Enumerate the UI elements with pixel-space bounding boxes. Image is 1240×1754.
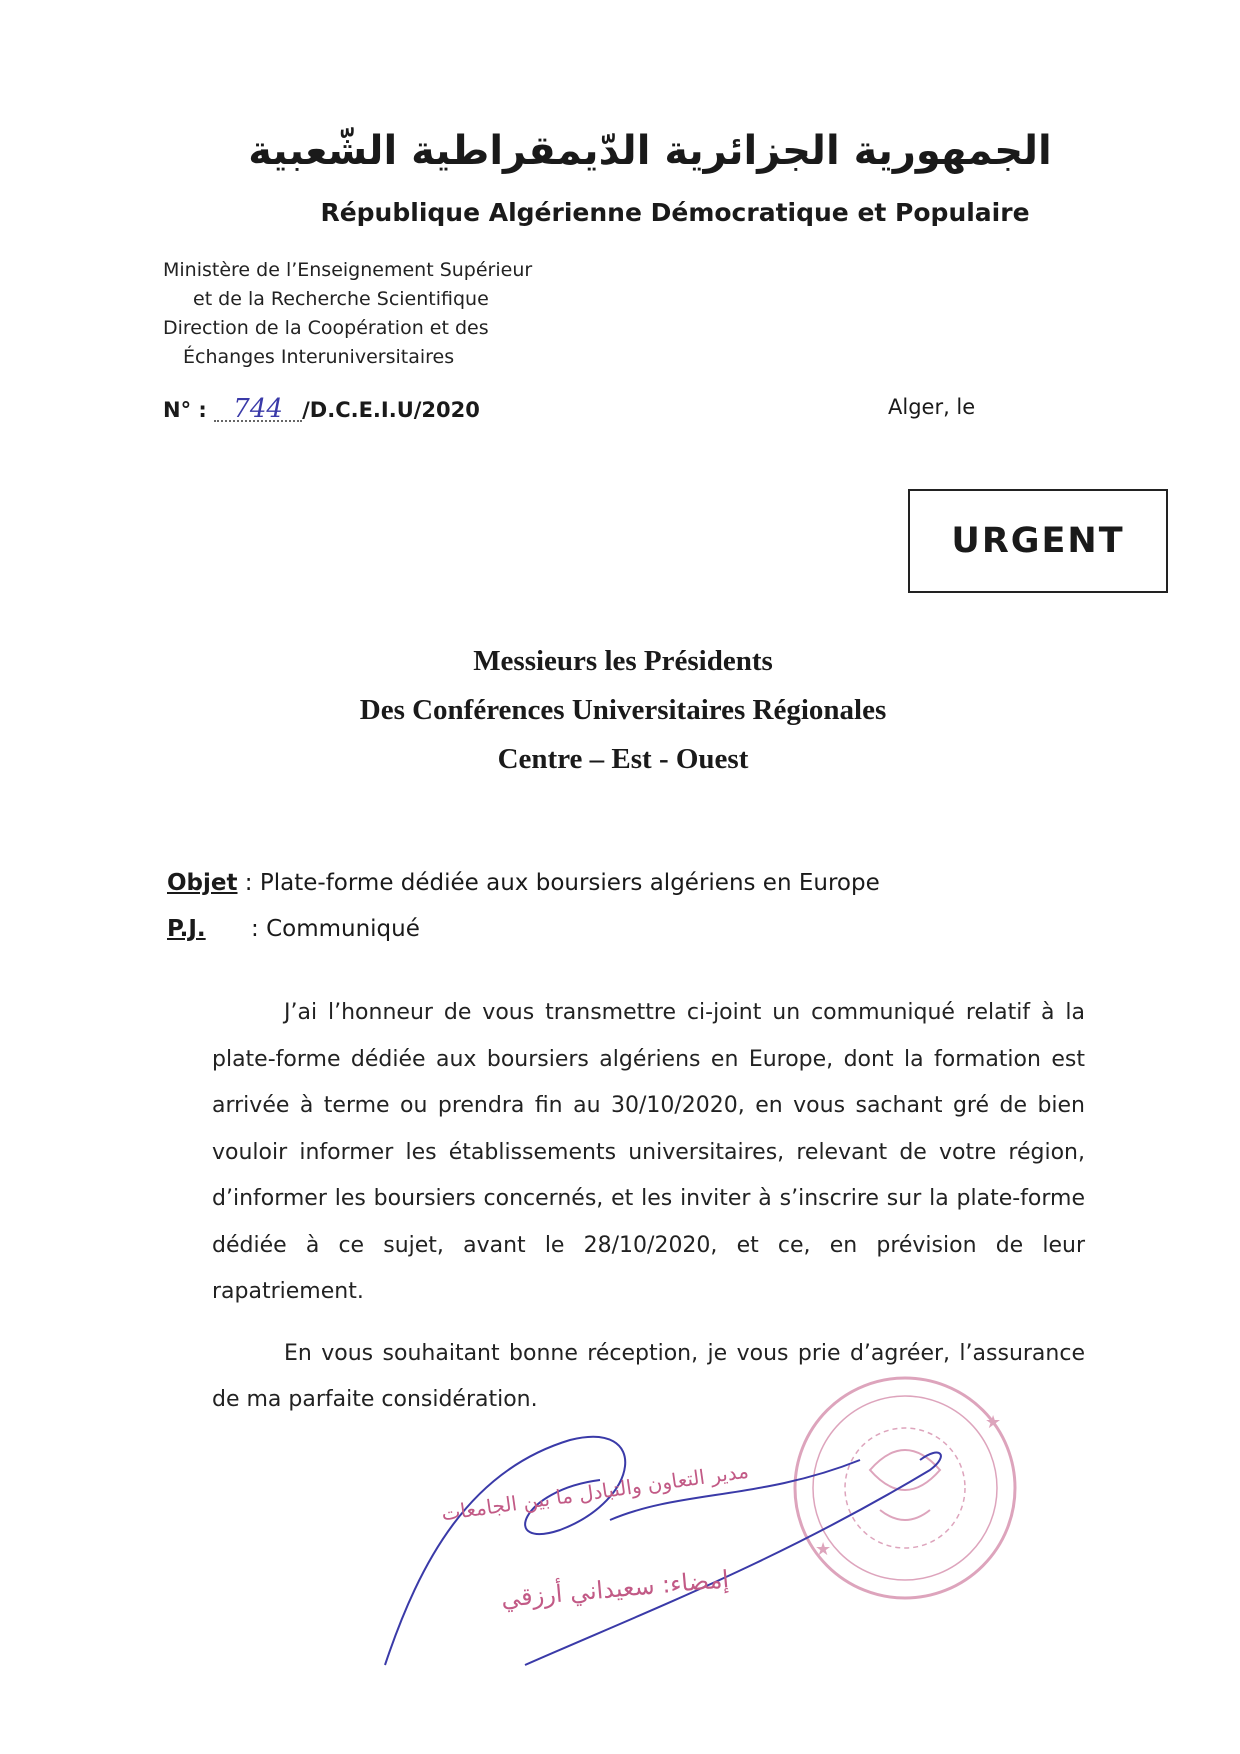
date-label: Alger, le [888, 395, 976, 419]
signatory-title: مدير التعاون والتبادل ما بين الجامعات [439, 1458, 751, 1526]
subject-block [167, 860, 880, 952]
ministry-line: Échanges Interuniversitaires [183, 346, 455, 368]
object-value: Plate-forme dédiée aux boursiers algériens en Europe [259, 870, 880, 896]
addressee-block [3, 637, 1240, 784]
ministry-line: et de la Recherche Scientifique [193, 288, 489, 310]
body-paragraph: J’ai l’honneur de vous transmettre ci-joint un communiqué relatif à la plate-forme dédiée aux boursiers algériens en Europe, dont la formation est arrivée à terme ou prendra fin au 30/10/2020, en vous sachant gré de bien vouloir informer les établissements universitaires, relevant de votre région, d’informer les boursiers concernés, et les inviter à s’inscrire sur la plate-forme dédiée à ce sujet, avant le 28/10/2020, et ce, en prévision de leur rapatriement. [212, 1000, 1085, 1304]
addressee-line: Centre – Est - Ouest [497, 743, 749, 775]
attachment-row [167, 906, 880, 952]
svg-text:★: ★ [815, 1539, 832, 1560]
ministry-block [163, 256, 532, 372]
reference-prefix: N° : [163, 398, 207, 422]
svg-text:★: ★ [985, 1412, 1002, 1433]
urgent-box [908, 489, 1168, 593]
letter-body [212, 990, 1085, 1424]
reference-suffix: /D.C.E.I.U/2020 [302, 398, 480, 422]
urgent-label: URGENT [951, 521, 1125, 561]
arabic-country-title: الجمهورية الجزائرية الدّيمقراطية الشّعبية [248, 128, 1052, 174]
attachment-value: Communiqué [266, 916, 420, 942]
object-row [167, 860, 880, 906]
addressee-line: Messieurs les Présidents [473, 645, 773, 677]
french-country-title: République Algérienne Démocratique et Populaire [320, 198, 1030, 227]
attachment-label: P.J. [167, 916, 206, 942]
object-separator: : [237, 870, 260, 896]
reference-handwritten-number: 744 [214, 398, 302, 422]
reference-number [163, 394, 480, 424]
body-paragraph: En vous souhaitant bonne réception, je vous prie d’agréer, l’assurance de ma parfaite considération. [212, 1340, 1085, 1412]
object-label: Objet [167, 870, 238, 896]
signatory-name: إمضاء: سعيداني أرزقي [499, 1565, 731, 1613]
ministry-line: Ministère de l’Enseignement Supérieur [163, 259, 533, 281]
attachment-separator: : [251, 916, 267, 942]
addressee-line: Des Conférences Universitaires Régionales [359, 694, 887, 726]
ministry-line: Direction de la Coopération et des [163, 317, 489, 339]
